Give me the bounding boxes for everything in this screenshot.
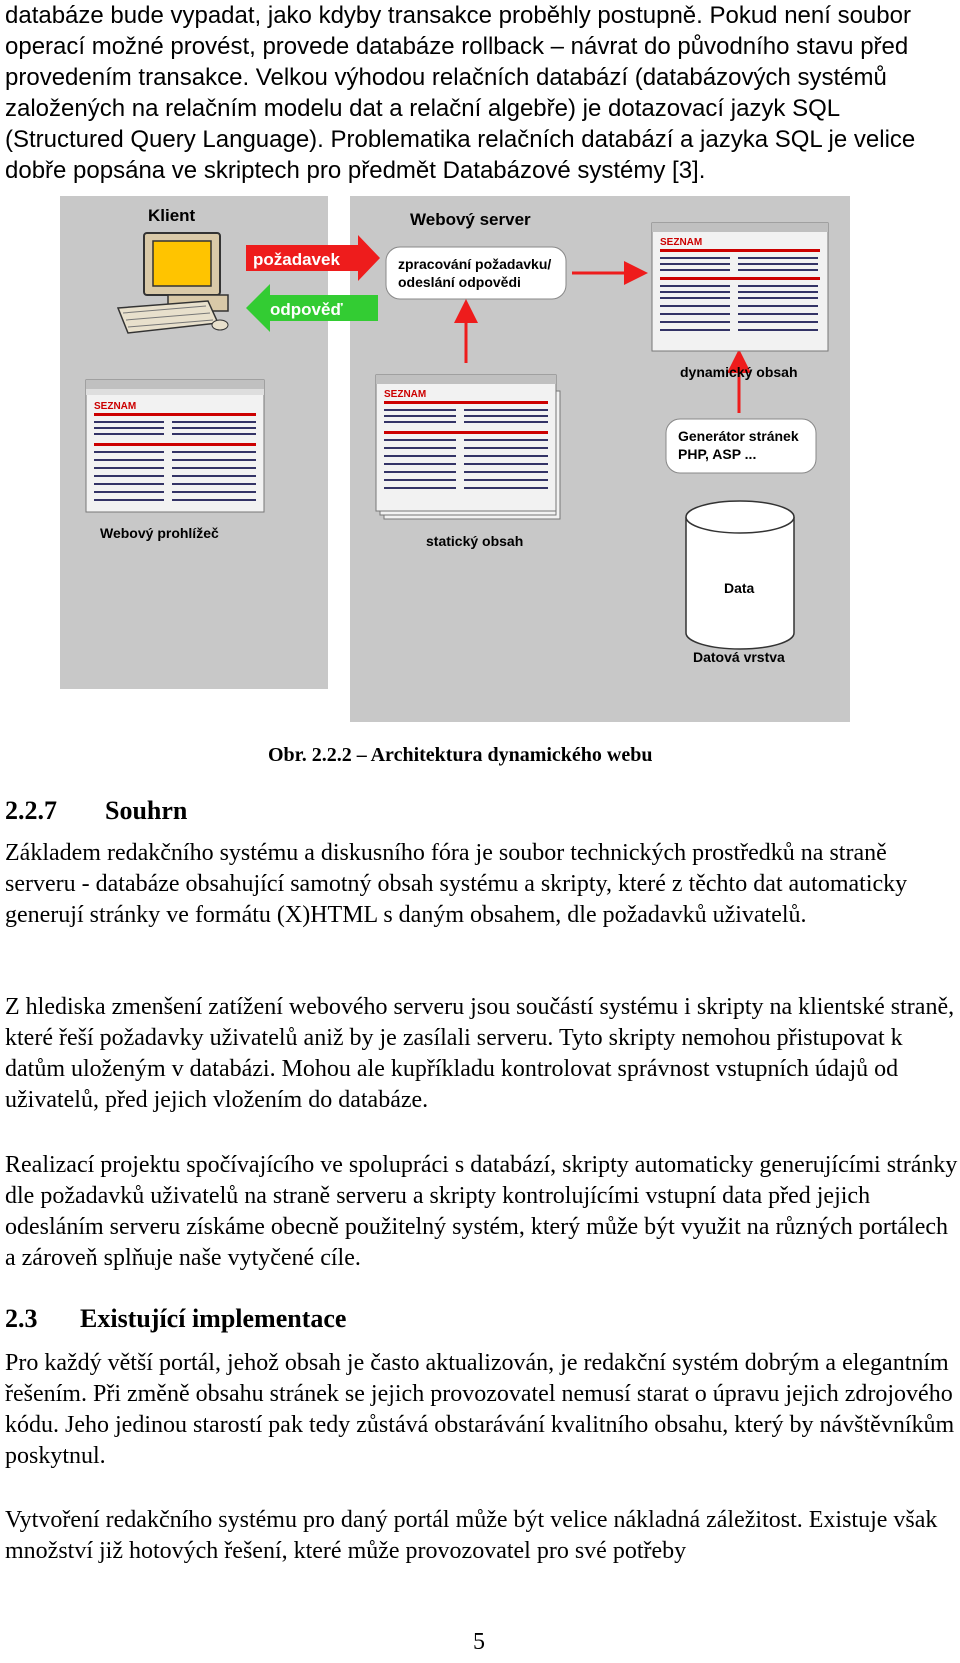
client-label: Klient bbox=[148, 206, 196, 225]
browser-page-thumbnail bbox=[86, 380, 264, 512]
section-title: Souhrn bbox=[105, 796, 188, 825]
dynamic-label: dynamický obsah bbox=[680, 364, 798, 380]
processing-line-2: odeslání odpovědi bbox=[398, 274, 521, 290]
implementation-paragraph-2: Vytvoření redakčního systému pro daný portál může být velice nákladná záležitost. Existuje však množství již hotových řešení, které může provozovatel pro své potřeby bbox=[5, 1507, 938, 1564]
static-label: statický obsah bbox=[426, 533, 524, 549]
summary-paragraph-3: Realizací projektu spočívajícího ve spolupráci s databází, skripty automaticky generujícími stránky dle požadavků uživatelů na straně serveru a skripty kontrolujícími vstupní data před jejich odesláním serveru získáme obecně použitelný systém, který může být využit na různých portálech a zároveň splňuje naše vytyčené cíle. bbox=[5, 1152, 958, 1271]
section-heading-23 bbox=[5, 1304, 960, 1334]
request-label: požadavek bbox=[253, 250, 340, 269]
seznam-logo-browser: SEZNAM bbox=[94, 401, 137, 412]
section-number: 2.3 bbox=[5, 1304, 38, 1333]
section-number: 2.2.7 bbox=[5, 796, 57, 825]
response-label: odpověď bbox=[270, 300, 343, 319]
server-label: Webový server bbox=[410, 210, 531, 229]
implementation-paragraph-1: Pro každý větší portál, jehož obsah je často aktualizován, je redakční systém dobrým a elegantním řešením. Při změně obsahu stránek se jejich provozovatel nemusí starat o úpravu jejich zdrojového kódu. Jeho jedinou starostí pak tedy zůstává obstarávání kvalitního obsahu, který by návštěvníkům poskytnul. bbox=[5, 1350, 955, 1469]
database-icon bbox=[686, 501, 794, 649]
dynamic-page-thumbnail bbox=[652, 223, 828, 351]
figure-caption: Obr. 2.2.2 – Architektura dynamického webu bbox=[268, 744, 653, 766]
browser-label: Webový prohlížeč bbox=[100, 525, 219, 541]
architecture-figure bbox=[48, 183, 908, 729]
section-title: Existující implementace bbox=[80, 1304, 347, 1333]
generator-line-2: PHP, ASP ... bbox=[678, 446, 757, 462]
static-page-thumbnail bbox=[376, 375, 560, 519]
section-heading-227 bbox=[5, 796, 960, 826]
data-label: Data bbox=[724, 580, 755, 596]
intro-paragraph: databáze bude vypadat, jako kdyby transakce proběhly postupně. Pokud není soubor operací možné provést, provede databáze rollback – návrat do původního stavu před provedením transakce. Velkou výhodou relačních databází (databázových systémů založených na relačním modelu dat a relační algebře) je dotazovací jazyk SQL (Structured Query Language). Problematika relačních databází a jazyka SQL je velice dobře popsána ve skriptech pro předmět Databázové systémy [3]. bbox=[5, 2, 916, 184]
generator-line-1: Generátor stránek bbox=[678, 428, 799, 444]
processing-line-1: zpracování požadavku/ bbox=[398, 256, 552, 272]
seznam-logo-static: SEZNAM bbox=[384, 389, 427, 400]
page-number: 5 bbox=[473, 1629, 485, 1655]
seznam-logo-dynamic: SEZNAM bbox=[660, 237, 703, 248]
summary-paragraph-1: Základem redakčního systému a diskusního fóra je soubor technických prostředků na straně serveru - databáze obsahující samotný obsah systému a skripty, které z těchto dat automaticky generují stránky ve formátu (X)HTML s daným obsahem, dle požadavků uživatelů. bbox=[5, 840, 908, 928]
processing-box bbox=[386, 247, 566, 299]
data-layer-label: Datová vrstva bbox=[693, 649, 785, 665]
summary-paragraph-2: Z hlediska zmenšení zatížení webového serveru jsou součástí systému i skripty na klientské straně, které řeší požadavky uživatelů aniž by je zasílali serveru. Tyto skripty nemohou přistupovat k datům uloženým v databázi. Mohou ale kupříkladu kontrolovat správnost vstupních údajů od uživatelů, před jejich vložením do databáze. bbox=[5, 994, 955, 1113]
